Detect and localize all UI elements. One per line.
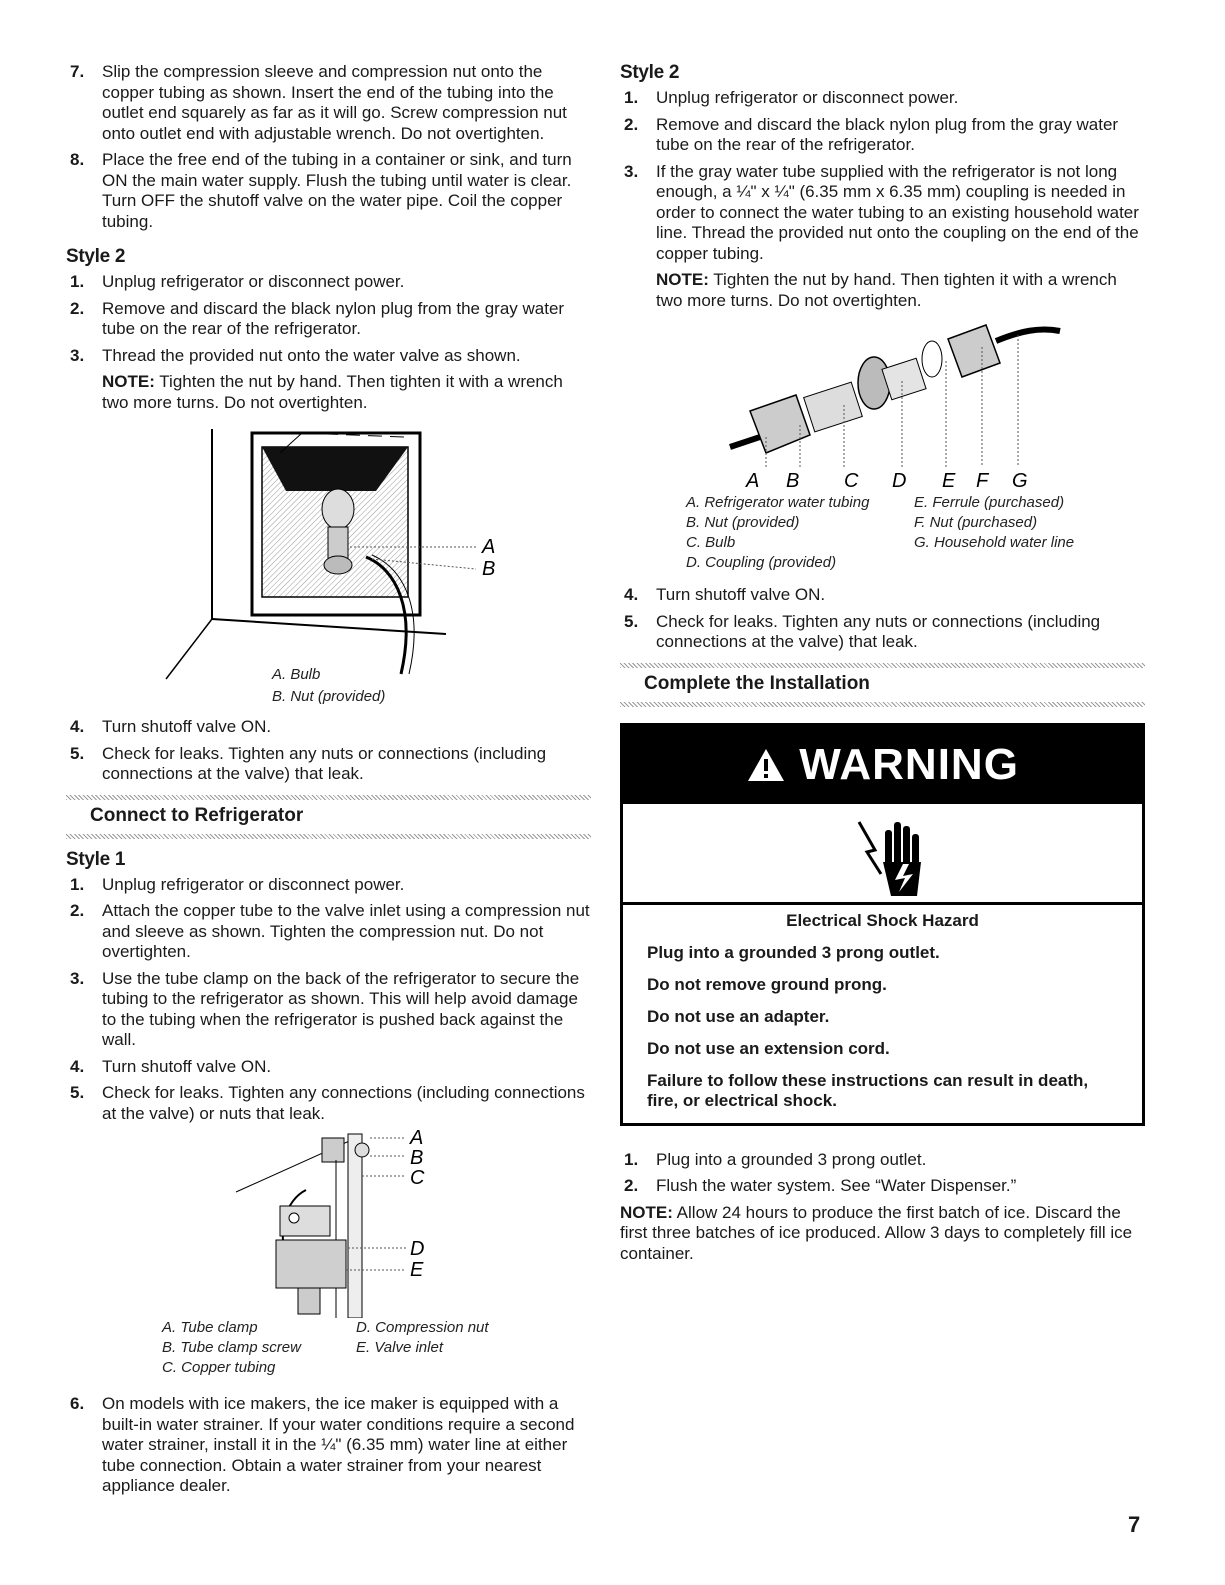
style-2-heading: Style 2 xyxy=(66,246,126,267)
fig1-caption-a: A. Bulb xyxy=(272,666,321,683)
final-step: 1. Plug into a grounded 3 prong outlet. xyxy=(624,1149,927,1169)
style2-after-step: 4. Turn shutoff valve ON. xyxy=(70,717,272,736)
fig3-captions xyxy=(620,489,1145,577)
style-1-heading: Style 1 xyxy=(66,848,126,870)
fig1-label-a: A xyxy=(482,536,496,558)
fig3-caption: C. Bulb xyxy=(686,534,736,551)
right-step: 1. Unplug refrigerator or disconnect power. xyxy=(624,88,959,107)
style2-step: 2. Remove and discard the black nylon plug from the gray water tube on the rear of the refrigerator. xyxy=(70,298,565,338)
fig2-label-b: B xyxy=(410,1147,424,1169)
fig3-caption: G. Household water line xyxy=(914,534,1075,551)
fig3-caption: F. Nut (purchased) xyxy=(914,514,1038,531)
fig3-caption: B. Nut (provided) xyxy=(686,514,800,531)
step-8: 8. Place the free end of the tubing in a container or sink, and turn ON the main water supply. Flush the tubing until water is clear. Turn OFF the shutoff valve on the water pipe. Coil the copper tubing. xyxy=(70,150,572,231)
fig2-label-c: C xyxy=(410,1167,425,1189)
style1-step: 2. Attach the copper tube to the valve inlet using a compression nut and sleeve as shown. Tighten the compression nut. Do not overtighten. xyxy=(70,901,590,961)
fig2-captions xyxy=(66,1318,591,1386)
right-after-step: 4. Turn shutoff valve ON. xyxy=(624,585,826,604)
fig2-label-a: A xyxy=(410,1130,424,1149)
warning-triangle-icon xyxy=(746,740,799,789)
style1-step: 3. Use the tube clamp on the back of the refrigerator to secure the tubing to the refrigerator as shown. This will help avoid damage to the tubing when the refrigerator is pushed back against the wall. xyxy=(70,968,580,1049)
warning-line: Do not remove ground prong. xyxy=(647,974,887,994)
fig3-caption: A. Refrigerator water tubing xyxy=(686,494,870,511)
fig2-label-e: E xyxy=(410,1259,424,1281)
figure-valve-recess xyxy=(66,419,591,687)
fig2-caption: A. Tube clamp xyxy=(162,1319,258,1336)
fig3-caption: D. Coupling (provided) xyxy=(686,554,837,571)
right-note: NOTE: Tighten the nut by hand. Then tighten it with a wrench two more turns. Do not overtighten. xyxy=(656,270,1117,310)
section-complete-installation xyxy=(620,663,1145,707)
fig3-label: A xyxy=(746,470,760,489)
left-column xyxy=(66,62,591,1503)
style2-after-step: 5. Check for leaks. Tighten any nuts or connections (including connections at the valve) that leak. xyxy=(70,743,547,783)
style1-step: 5. Check for leaks. Tighten any connections (including connections at the valve) or nuts that leak. xyxy=(70,1083,585,1123)
step-6: 6. On models with ice makers, the ice maker is equipped with a built-in water strainer. If your water conditions require a second water strainer, install it in the ¼" (6.35 mm) water line at either tube connection. Obtain a water strainer from your nearest appliance dealer. xyxy=(70,1394,575,1495)
fig3-label: F xyxy=(976,470,989,489)
fig3-caption: E. Ferrule (purchased) xyxy=(914,494,1065,511)
page-number: 7 xyxy=(1128,1512,1141,1537)
warning-box xyxy=(620,723,1145,1126)
warning-line: Failure to follow these instructions can result in death, fire, or electrical shock. xyxy=(647,1070,1089,1110)
style2-step: 1. Unplug refrigerator or disconnect power. xyxy=(70,272,405,291)
fig1-label-b: B xyxy=(482,558,496,580)
fig2-caption: D. Compression nut xyxy=(356,1319,489,1336)
fig2-caption: B. Tube clamp screw xyxy=(162,1339,301,1356)
fig2-caption: E. Valve inlet xyxy=(356,1339,443,1356)
figure-coupling-assembly xyxy=(620,317,1145,489)
fig3-label: D xyxy=(892,470,907,489)
style2-note: NOTE: Tighten the nut by hand. Then tighten it with a wrench two more turns. Do not overtighten. xyxy=(102,372,563,412)
step-7: 7. Slip the compression sleeve and compression nut onto the copper tubing as shown. Insert the end of the tubing into the outlet end squarely as far as it will go. Screw compression nut onto outlet end with adjustable wrench. Do not overtighten. xyxy=(70,62,567,143)
warning-header: WARNING xyxy=(623,726,1142,804)
electric-shock-hand-icon xyxy=(623,804,1142,905)
fig3-label: B xyxy=(786,470,800,489)
right-after-step: 5. Check for leaks. Tighten any nuts or connections (including connections at the valve) that leak. xyxy=(624,611,1101,651)
tube-clamp-illustration xyxy=(66,1130,591,1318)
final-note: NOTE: Allow 24 hours to produce the first batch of ice. Discard the first three batches of ice produced. Allow 3 days to completely fill ice container. xyxy=(620,1202,1133,1263)
warning-line: Plug into a grounded 3 prong outlet. xyxy=(647,942,940,962)
right-column xyxy=(620,62,1145,1264)
right-step: 3. If the gray water tube supplied with the refrigerator is not long enough, a ¼" x ¼" (6.35 mm x 6.35 mm) coupling is needed in order to connect the water tubing to an existing household water line. Thread the provided nut onto the coupling on the end of the copper tubing. xyxy=(624,161,1139,263)
warning-line: Do not use an adapter. xyxy=(647,1006,830,1026)
fig3-label: G xyxy=(1012,470,1028,489)
style-2-heading-right: Style 2 xyxy=(620,62,680,83)
fig3-label: C xyxy=(844,470,859,489)
fig2-label-d: D xyxy=(410,1238,425,1260)
fig2-caption: C. Copper tubing xyxy=(162,1359,276,1376)
fig3-label: E xyxy=(942,470,956,489)
style2-step: 3. Thread the provided nut onto the water valve as shown. xyxy=(70,345,521,365)
coupling-illustration xyxy=(620,317,1145,489)
section-title: Complete the Installation xyxy=(644,672,870,694)
style1-step: 1. Unplug refrigerator or disconnect power. xyxy=(70,874,405,894)
section-connect-to-refrigerator xyxy=(66,795,591,839)
warning-line: Do not use an extension cord. xyxy=(647,1038,890,1058)
hazard-title: Electrical Shock Hazard xyxy=(786,910,979,930)
valve-recess-illustration xyxy=(66,419,591,687)
section-title: Connect to Refrigerator xyxy=(90,804,304,826)
style1-step: 4. Turn shutoff valve ON. xyxy=(70,1056,272,1076)
right-step: 2. Remove and discard the black nylon plug from the gray water tube on the rear of the refrigerator. xyxy=(624,114,1119,154)
fig1-caption-b: B. Nut (provided) xyxy=(272,688,386,705)
final-step: 2. Flush the water system. See “Water Dispenser.” xyxy=(624,1176,1017,1195)
warning-body xyxy=(623,905,1142,1123)
figure-tube-clamp xyxy=(66,1130,591,1318)
